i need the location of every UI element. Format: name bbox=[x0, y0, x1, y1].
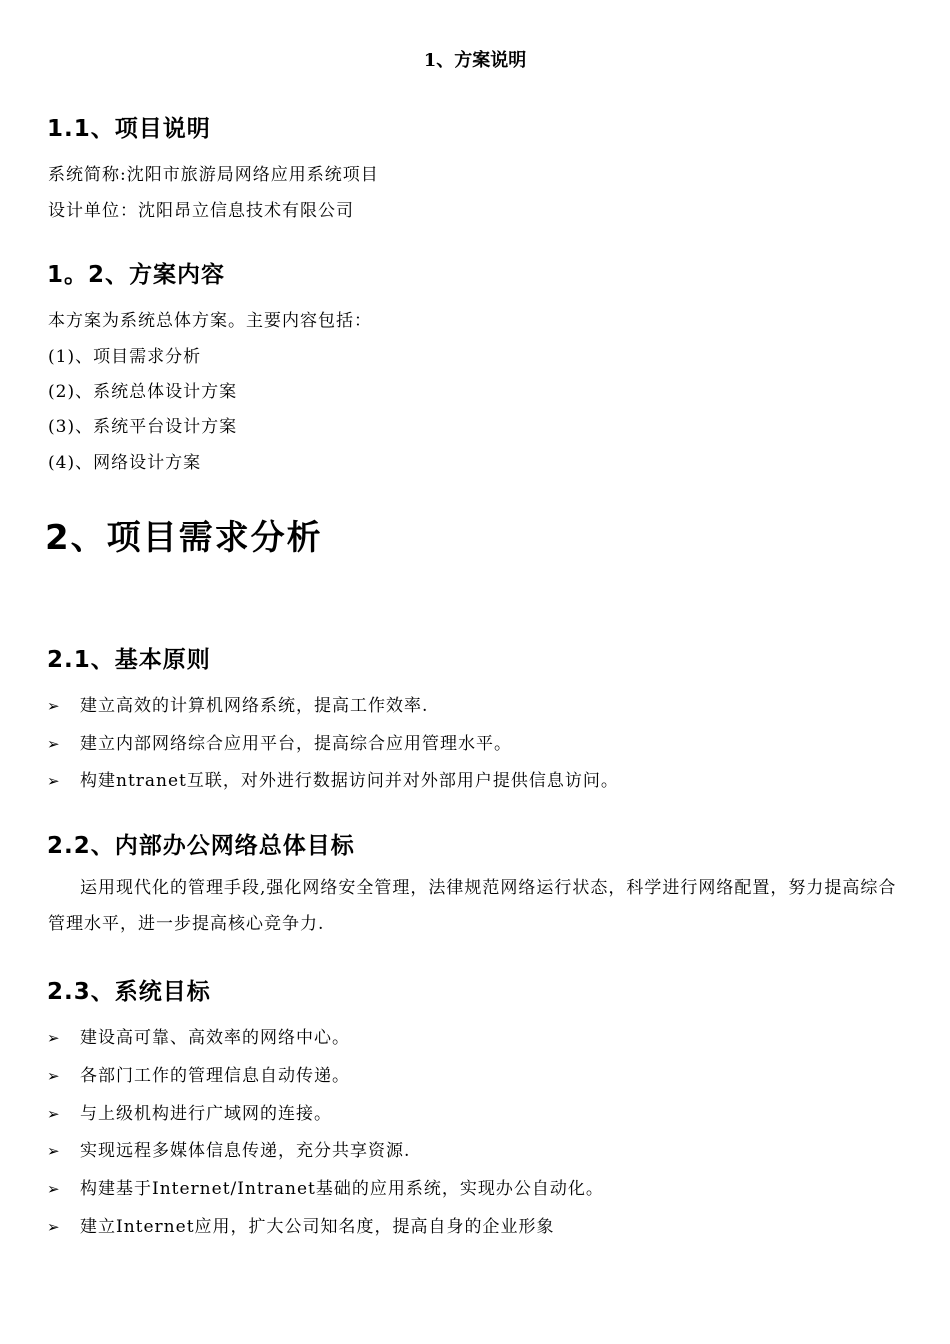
section-heading-2-3: 2.3、系统目标 bbox=[47, 979, 211, 1005]
list-item: ➢ 建设高可靠、高效率的网络中心。 bbox=[47, 1028, 350, 1048]
list-item: ➢ 各部门工作的管理信息自动传递。 bbox=[47, 1066, 350, 1086]
bullet-arrow-icon: ➢ bbox=[47, 772, 60, 790]
chapter-heading-2: 2、项目需求分析 bbox=[45, 518, 323, 558]
bullet-arrow-icon: ➢ bbox=[47, 1029, 60, 1047]
content-item-2: (2)、系统总体设计方案 bbox=[48, 382, 238, 402]
bullet-arrow-icon: ➢ bbox=[47, 1218, 60, 1236]
list-item: ➢ 构建基于Internet/Intranet基础的应用系统，实现办公自动化。 bbox=[47, 1179, 604, 1199]
document-title: 1、方案说明 bbox=[423, 50, 527, 71]
system-name-line: 系统简称:沈阳市旅游局网络应用系统项目 bbox=[48, 165, 379, 185]
bullet-arrow-icon: ➢ bbox=[47, 1067, 60, 1085]
content-item-1: (1)、项目需求分析 bbox=[48, 347, 202, 367]
content-intro-line: 本方案为系统总体方案。主要内容包括： bbox=[48, 311, 372, 331]
bullet-arrow-icon: ➢ bbox=[47, 1105, 60, 1123]
list-item: ➢ 实现远程多媒体信息传递，充分共享资源. bbox=[47, 1141, 411, 1161]
design-unit-line: 设计单位：沈阳昂立信息技术有限公司 bbox=[48, 201, 354, 221]
section-heading-2-2: 2.2、内部办公网络总体目标 bbox=[47, 833, 355, 859]
bullet-arrow-icon: ➢ bbox=[47, 697, 60, 715]
bullet-arrow-icon: ➢ bbox=[47, 1142, 60, 1160]
section-heading-1-2: 1。2、方案内容 bbox=[47, 262, 226, 288]
content-item-3: (3)、系统平台设计方案 bbox=[48, 417, 238, 437]
list-item: ➢ 构建ntranet互联，对外进行数据访问并对外部用户提供信息访问。 bbox=[47, 771, 619, 791]
content-item-4: (4)、网络设计方案 bbox=[48, 453, 202, 473]
bullet-arrow-icon: ➢ bbox=[47, 1180, 60, 1198]
section-heading-1-1: 1.1、项目说明 bbox=[47, 116, 211, 142]
bullet-arrow-icon: ➢ bbox=[47, 735, 60, 753]
list-item: ➢ 建立Internet应用，扩大公司知名度，提高自身的企业形象 bbox=[47, 1217, 555, 1237]
section-heading-2-1: 2.1、基本原则 bbox=[47, 647, 211, 673]
list-item: ➢ 与上级机构进行广域网的连接。 bbox=[47, 1104, 332, 1124]
office-network-goal-paragraph: 运用现代化的管理手段,强化网络安全管理，法律规范网络运行状态，科学进行网络配置，努力提高综合管理水平，进一步提高核心竞争力. bbox=[48, 878, 897, 934]
list-item: ➢ 建立内部网络综合应用平台，提高综合应用管理水平。 bbox=[47, 734, 512, 754]
list-item: ➢ 建立高效的计算机网络系统，提高工作效率. bbox=[47, 696, 429, 716]
